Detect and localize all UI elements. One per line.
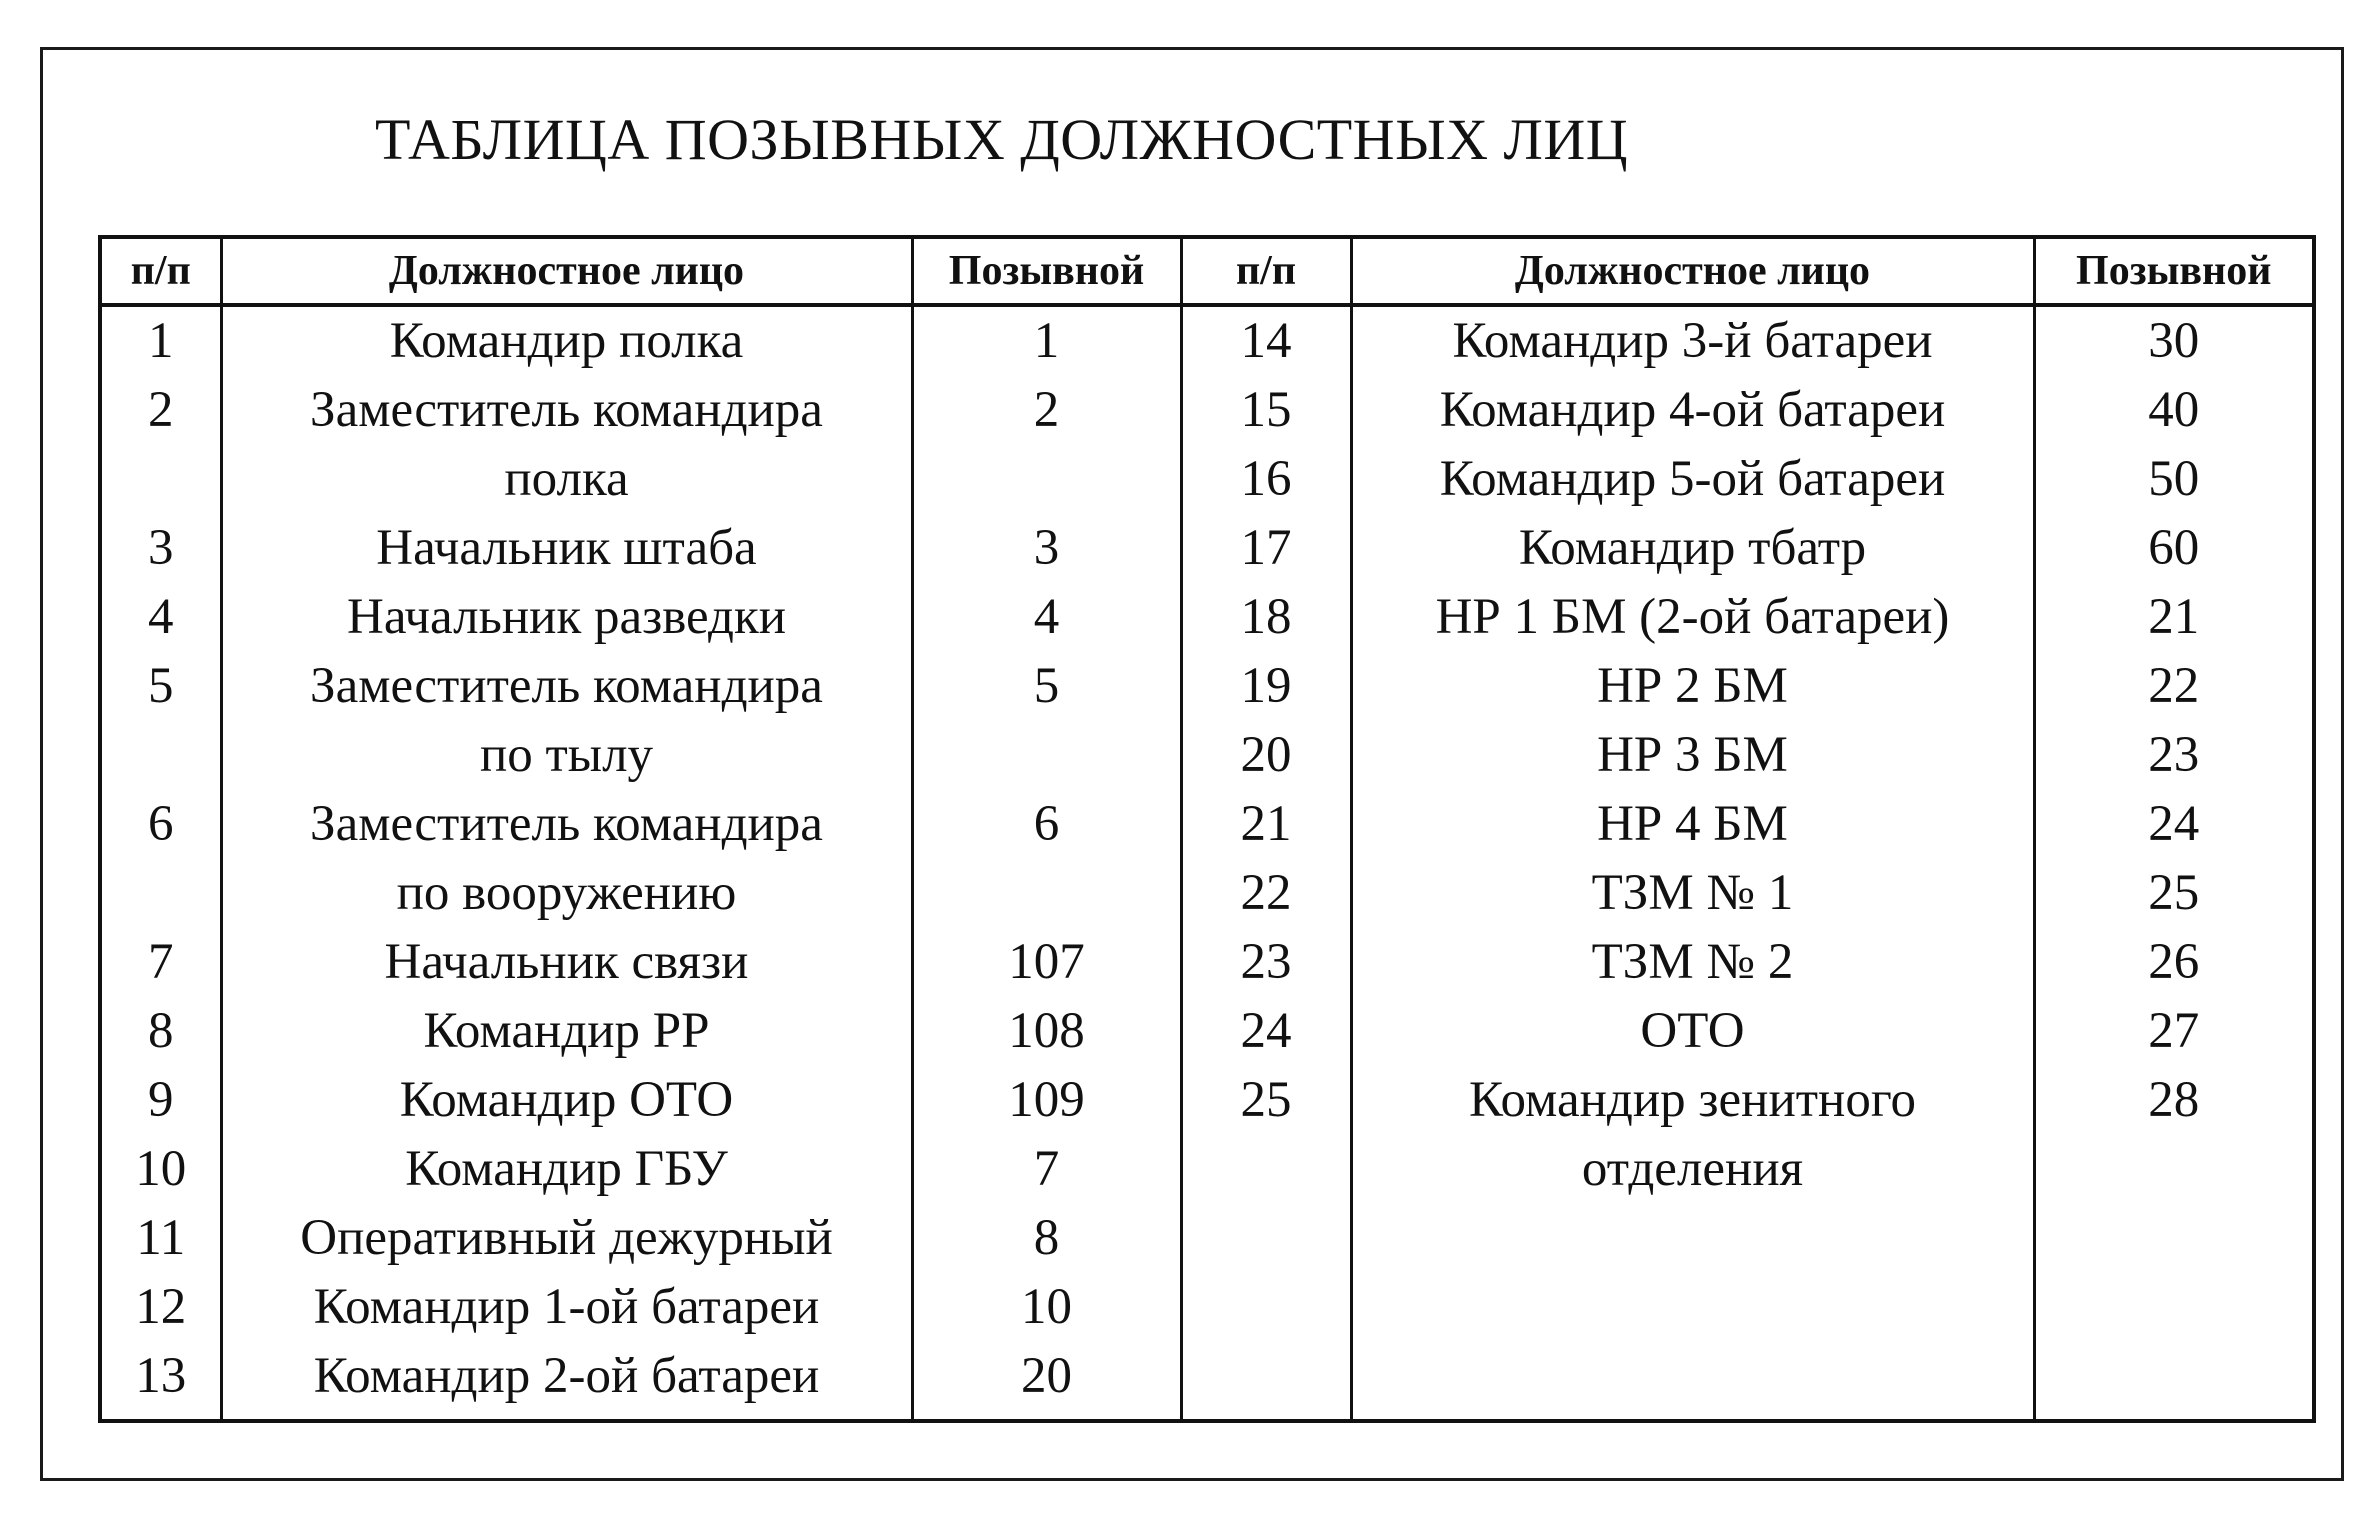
header-row: [100, 237, 2314, 305]
row-number: 18: [1240, 589, 1292, 645]
left-callsign-column: [912, 305, 1181, 1421]
row-number-continuation: [102, 859, 220, 928]
position-text: НР 1 БМ (2-ой батареи): [1435, 589, 1950, 645]
position-text: Командир 4-ой батареи: [1439, 382, 1946, 438]
callsign-value: 109: [1008, 1072, 1085, 1128]
callsign-value: 4: [1033, 589, 1060, 645]
row-number: 20: [1240, 727, 1292, 783]
callsign-value: 10: [1021, 1279, 1072, 1335]
callsign-value: 108: [1008, 1003, 1085, 1059]
position-text: Заместитель командира: [310, 382, 823, 438]
page-title: ТАБЛИЦА ПОЗЫВНЫХ ДОЛЖНОСТНЫХ ЛИЦ: [375, 107, 1629, 172]
row-number: 17: [1240, 520, 1292, 576]
row-number: 4: [148, 589, 174, 645]
callsign-continuation: [914, 859, 1180, 928]
callsign-value: 3: [1033, 520, 1060, 576]
callsign-value: 20: [1021, 1348, 1072, 1404]
row-number-continuation: [1183, 1135, 1350, 1204]
callsign-value: 21: [2148, 589, 2200, 645]
position-text: ТЗМ № 1: [1591, 865, 1794, 921]
row-number: 21: [1240, 796, 1292, 852]
row-number: 5: [148, 658, 174, 714]
position-text: Заместитель командира: [310, 796, 823, 852]
row-number: 1: [148, 313, 174, 369]
position-text: Командир тбатр: [1518, 520, 1867, 576]
row-number: 15: [1240, 382, 1292, 438]
callsign-value: 7: [1033, 1141, 1060, 1197]
callsign-value: 40: [2148, 382, 2200, 438]
callsign-value: 26: [2148, 934, 2200, 990]
header-position-left: Должностное лицо: [221, 237, 912, 305]
callsign-value: 2: [1033, 382, 1060, 438]
header-num-right: п/п: [1181, 237, 1351, 305]
row-number: 3: [148, 520, 174, 576]
right-callsign-column: [2034, 305, 2314, 1421]
header-position-right: Должностное лицо: [1351, 237, 2034, 305]
callsign-value: 8: [1033, 1210, 1060, 1266]
row-number-continuation: [102, 445, 220, 514]
row-number: 22: [1240, 865, 1292, 921]
header-callsign-left: Позывной: [912, 237, 1181, 305]
callsign-continuation: [914, 721, 1180, 790]
row-number: 2: [148, 382, 174, 438]
position-text: Начальник разведки: [346, 589, 787, 645]
position-text: ТЗМ № 2: [1591, 934, 1794, 990]
header-num-left: п/п: [100, 237, 221, 305]
callsign-value: 23: [2148, 727, 2200, 783]
callsign-value: 30: [2148, 313, 2200, 369]
position-text: Командир 2-ой батареи: [313, 1348, 820, 1404]
callsign-value: 24: [2148, 796, 2200, 852]
position-text: по вооружению: [396, 865, 737, 921]
position-text: Командир 3-й батареи: [1452, 313, 1933, 369]
position-text: Командир полка: [389, 313, 744, 369]
row-number: 9: [148, 1072, 174, 1128]
callsign-value: 25: [2148, 865, 2200, 921]
position-text: Командир 1-ой батареи: [313, 1279, 820, 1335]
position-text: по тылу: [479, 727, 654, 783]
row-number: 7: [148, 934, 174, 990]
callsign-value: 28: [2148, 1072, 2200, 1128]
table-body-row: [100, 305, 2314, 1421]
header-callsign-right: Позывной: [2034, 237, 2314, 305]
row-number: 24: [1240, 1003, 1292, 1059]
position-text: Командир ОТО: [399, 1072, 734, 1128]
position-text: полка: [504, 451, 629, 507]
row-number: 8: [148, 1003, 174, 1059]
row-number: 23: [1240, 934, 1292, 990]
row-number: 11: [136, 1210, 186, 1266]
callsign-value: 5: [1033, 658, 1060, 714]
position-text: Начальник штаба: [376, 520, 757, 576]
position-text: НР 2 БМ: [1597, 658, 1788, 714]
position-text: Командир ГБУ: [405, 1141, 728, 1197]
callsign-value: 27: [2148, 1003, 2200, 1059]
row-number: 10: [135, 1141, 187, 1197]
callsign-value: 1: [1033, 313, 1060, 369]
callsign-continuation: [2036, 1135, 2313, 1204]
row-number: 25: [1240, 1072, 1292, 1128]
row-number-continuation: [102, 721, 220, 790]
position-text: Оперативный дежурный: [300, 1210, 833, 1266]
row-number: 19: [1240, 658, 1292, 714]
callsign-value: 6: [1033, 796, 1060, 852]
callsign-table: [98, 235, 2316, 1423]
left-position-column: [221, 305, 912, 1421]
row-number: 14: [1240, 313, 1292, 369]
left-num-column: [100, 305, 221, 1421]
position-text: Командир 5-ой батареи: [1439, 451, 1946, 507]
right-position-column: [1351, 305, 2034, 1421]
callsign-value: 50: [2148, 451, 2200, 507]
row-number: 16: [1240, 451, 1292, 507]
position-text: НР 3 БМ: [1597, 727, 1788, 783]
position-text: Командир зенитного: [1469, 1072, 1916, 1128]
callsign-value: 107: [1008, 934, 1085, 990]
row-number: 12: [135, 1279, 187, 1335]
position-text: Командир РР: [423, 1003, 710, 1059]
callsign-value: 60: [2148, 520, 2200, 576]
callsign-value: 22: [2148, 658, 2200, 714]
row-number: 6: [148, 796, 174, 852]
position-text: ОТО: [1640, 1003, 1745, 1059]
row-number: 13: [135, 1348, 187, 1404]
right-num-column: [1181, 305, 1351, 1421]
position-text: НР 4 БМ: [1597, 796, 1788, 852]
position-text: Заместитель командира: [310, 658, 823, 714]
position-text: отделения: [1581, 1141, 1804, 1197]
position-text: Начальник связи: [384, 934, 749, 990]
callsign-continuation: [914, 445, 1180, 514]
